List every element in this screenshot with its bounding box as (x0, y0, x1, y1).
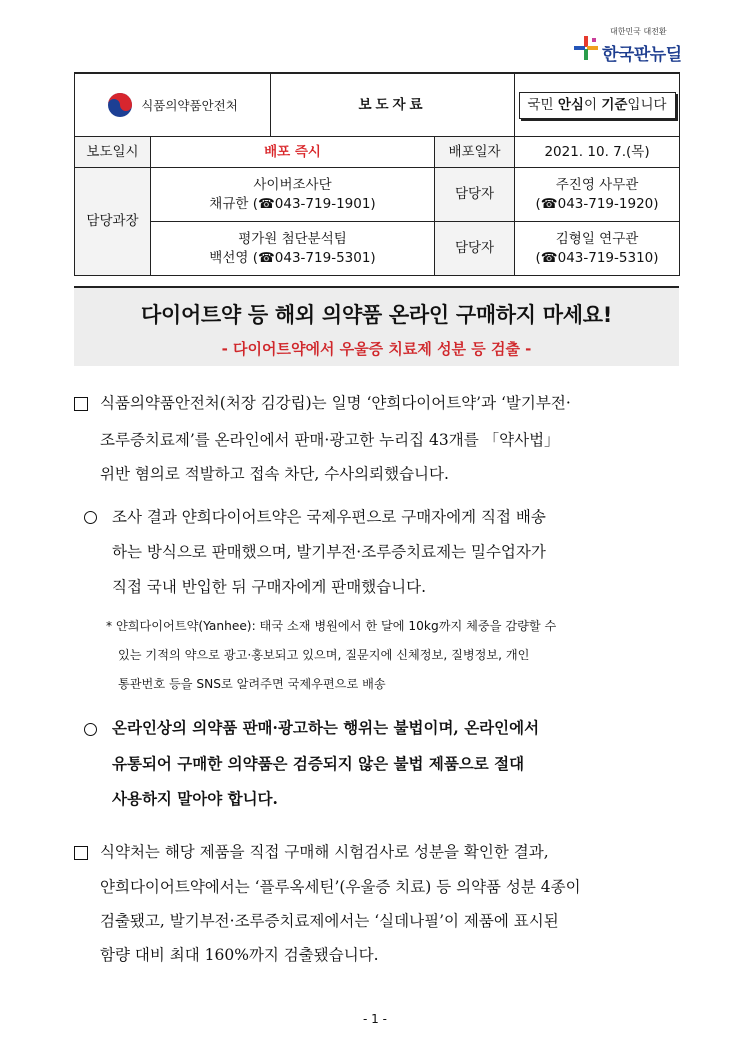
contact-row-1-role: 담당자 (435, 168, 515, 222)
square-bullet-icon (74, 846, 88, 860)
headline-box (74, 286, 679, 366)
agency-cell (75, 73, 271, 137)
contact-row-1-team: 사이버조사단 채규한 (☎043-719-1901) (151, 168, 435, 222)
contact-row-2-contact: 김형일 연구관 (☎043-719-5310) (515, 222, 680, 276)
page-number: - 1 - (363, 1012, 387, 1026)
release-date-label: 배포일자 (435, 137, 515, 168)
slogan: 국민 안심이 기준입니다 (519, 92, 676, 119)
contact-row-2-role: 담당자 (435, 222, 515, 276)
agency-name: 식품의약품안전처 (141, 97, 238, 113)
contact-row-2-team: 평가원 첨단분석팀 백선영 (☎043-719-5301) (151, 222, 435, 276)
headline-subtitle: - 다이어트약에서 우울증 치료제 성분 등 검출 - (221, 340, 532, 358)
taegeuk-logo-icon (107, 92, 133, 118)
square-bullet-icon (74, 397, 88, 411)
brand-subtitle: 대한민국 대전환 (610, 27, 667, 36)
slogan-cell (515, 73, 680, 137)
brand-name: 한국판뉴딜 (602, 45, 682, 65)
headline-title: 다이어트약 등 해외 의약품 온라인 구매하지 마세요! (140, 303, 613, 327)
report-date-value: 배포 즉시 (151, 137, 435, 168)
new-deal-mark-icon (572, 34, 600, 62)
korean-new-deal-logo (570, 26, 700, 70)
press-release-header-table (74, 72, 680, 276)
circle-bullet-icon (84, 511, 97, 524)
release-date-value: 2021. 10. 7.(목) (515, 137, 680, 168)
report-date-label: 보도일시 (75, 137, 151, 168)
dept-label: 담당과장 (75, 168, 151, 276)
contact-row-1-contact: 주진영 사무관 (☎043-719-1920) (515, 168, 680, 222)
circle-bullet-icon (84, 723, 97, 736)
page-title: 보도자료 (271, 73, 515, 137)
